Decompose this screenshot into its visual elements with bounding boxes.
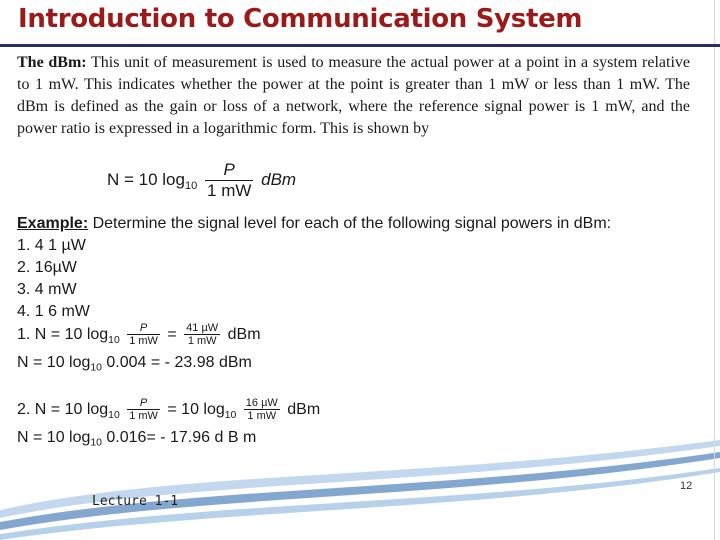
solution-2-line-2 bbox=[17, 429, 256, 449]
solution-1-prefix: 1. N = 10 log bbox=[17, 326, 109, 344]
solution-1-line-2-prefix: N = 10 log bbox=[17, 354, 91, 371]
fraction-numerator: 16 µW bbox=[245, 397, 278, 409]
right-edge-rule bbox=[714, 0, 715, 540]
solution-2-result: 0.016= - 17.96 d B m bbox=[106, 429, 257, 446]
fraction-denominator: 1 mW bbox=[129, 410, 158, 422]
example-item: 4. 1 6 mW bbox=[17, 303, 90, 320]
fraction-denominator: 1 mW bbox=[184, 334, 220, 348]
equals-sign: = bbox=[167, 326, 177, 344]
solution-2-prefix: 2. N = 10 log bbox=[17, 401, 109, 419]
fraction-denominator: 1 mW bbox=[129, 335, 158, 347]
example-line bbox=[17, 215, 611, 233]
example-item: 3. 4 mW bbox=[17, 281, 77, 298]
title-divider bbox=[0, 44, 720, 47]
solution-2-line-2-base: 10 bbox=[90, 437, 102, 449]
fraction-numerator: 41 µW bbox=[186, 322, 219, 334]
intro-body: This unit of measurement is used to measure the actual power at a point in a system relative to 1 mW. This indicates whether the power at the point is greater than 1 mW or less than 1 mW. The dBm is defined as the gain or loss of a network, where the reference signal power is 1 mW, and the power ratio is expressed in a logarithmic form. This is shown by bbox=[17, 54, 690, 137]
solution-1-line-2 bbox=[17, 354, 252, 374]
solution-1-fraction-2 bbox=[184, 322, 220, 348]
formula-fraction bbox=[205, 160, 253, 201]
footer-lecture-label: Lecture 1-1 bbox=[92, 494, 179, 509]
example-label: Example: bbox=[17, 215, 89, 232]
solution-2-unit: dBm bbox=[287, 401, 321, 419]
solution-1-result: 0.004 = - 23.98 dBm bbox=[106, 354, 252, 371]
equals-log: = 10 log bbox=[167, 401, 225, 419]
solution-2-base-2: 10 bbox=[224, 409, 237, 421]
solution-1-unit: dBm bbox=[227, 326, 261, 344]
fraction-denominator: 1 mW bbox=[244, 409, 280, 423]
formula-unit: dBm bbox=[261, 169, 297, 189]
example-item: 2. 16µW bbox=[17, 259, 77, 276]
solution-2-fraction-2 bbox=[244, 397, 280, 423]
intro-term: The dBm: bbox=[17, 54, 87, 71]
solution-1-base: 10 bbox=[108, 334, 120, 346]
solution-1-line-1 bbox=[17, 322, 261, 348]
fraction-numerator: P bbox=[139, 322, 148, 334]
formula-denominator: 1 mW bbox=[207, 181, 252, 200]
solution-1-line-2-base: 10 bbox=[90, 362, 102, 374]
example-item: 1. 4 1 µW bbox=[17, 237, 86, 254]
slide-title: Introduction to Communication System bbox=[18, 4, 583, 34]
solution-2-base: 10 bbox=[108, 409, 120, 421]
example-question: Determine the signal level for each of the following signal powers in dBm: bbox=[92, 215, 612, 232]
solution-2-line-1 bbox=[17, 397, 320, 423]
formula-numerator: P bbox=[223, 160, 235, 179]
formula-lhs: N = 10 log bbox=[107, 169, 185, 189]
formula-log-base: 10 bbox=[184, 179, 198, 192]
intro-paragraph bbox=[17, 52, 690, 140]
solution-1-fraction-1 bbox=[127, 322, 160, 348]
fraction-numerator: P bbox=[139, 397, 148, 409]
solution-2-line-2-prefix: N = 10 log bbox=[17, 429, 91, 446]
page-number: 12 bbox=[680, 480, 693, 492]
solution-2-fraction-1 bbox=[127, 397, 160, 423]
dbm-formula bbox=[107, 160, 296, 201]
